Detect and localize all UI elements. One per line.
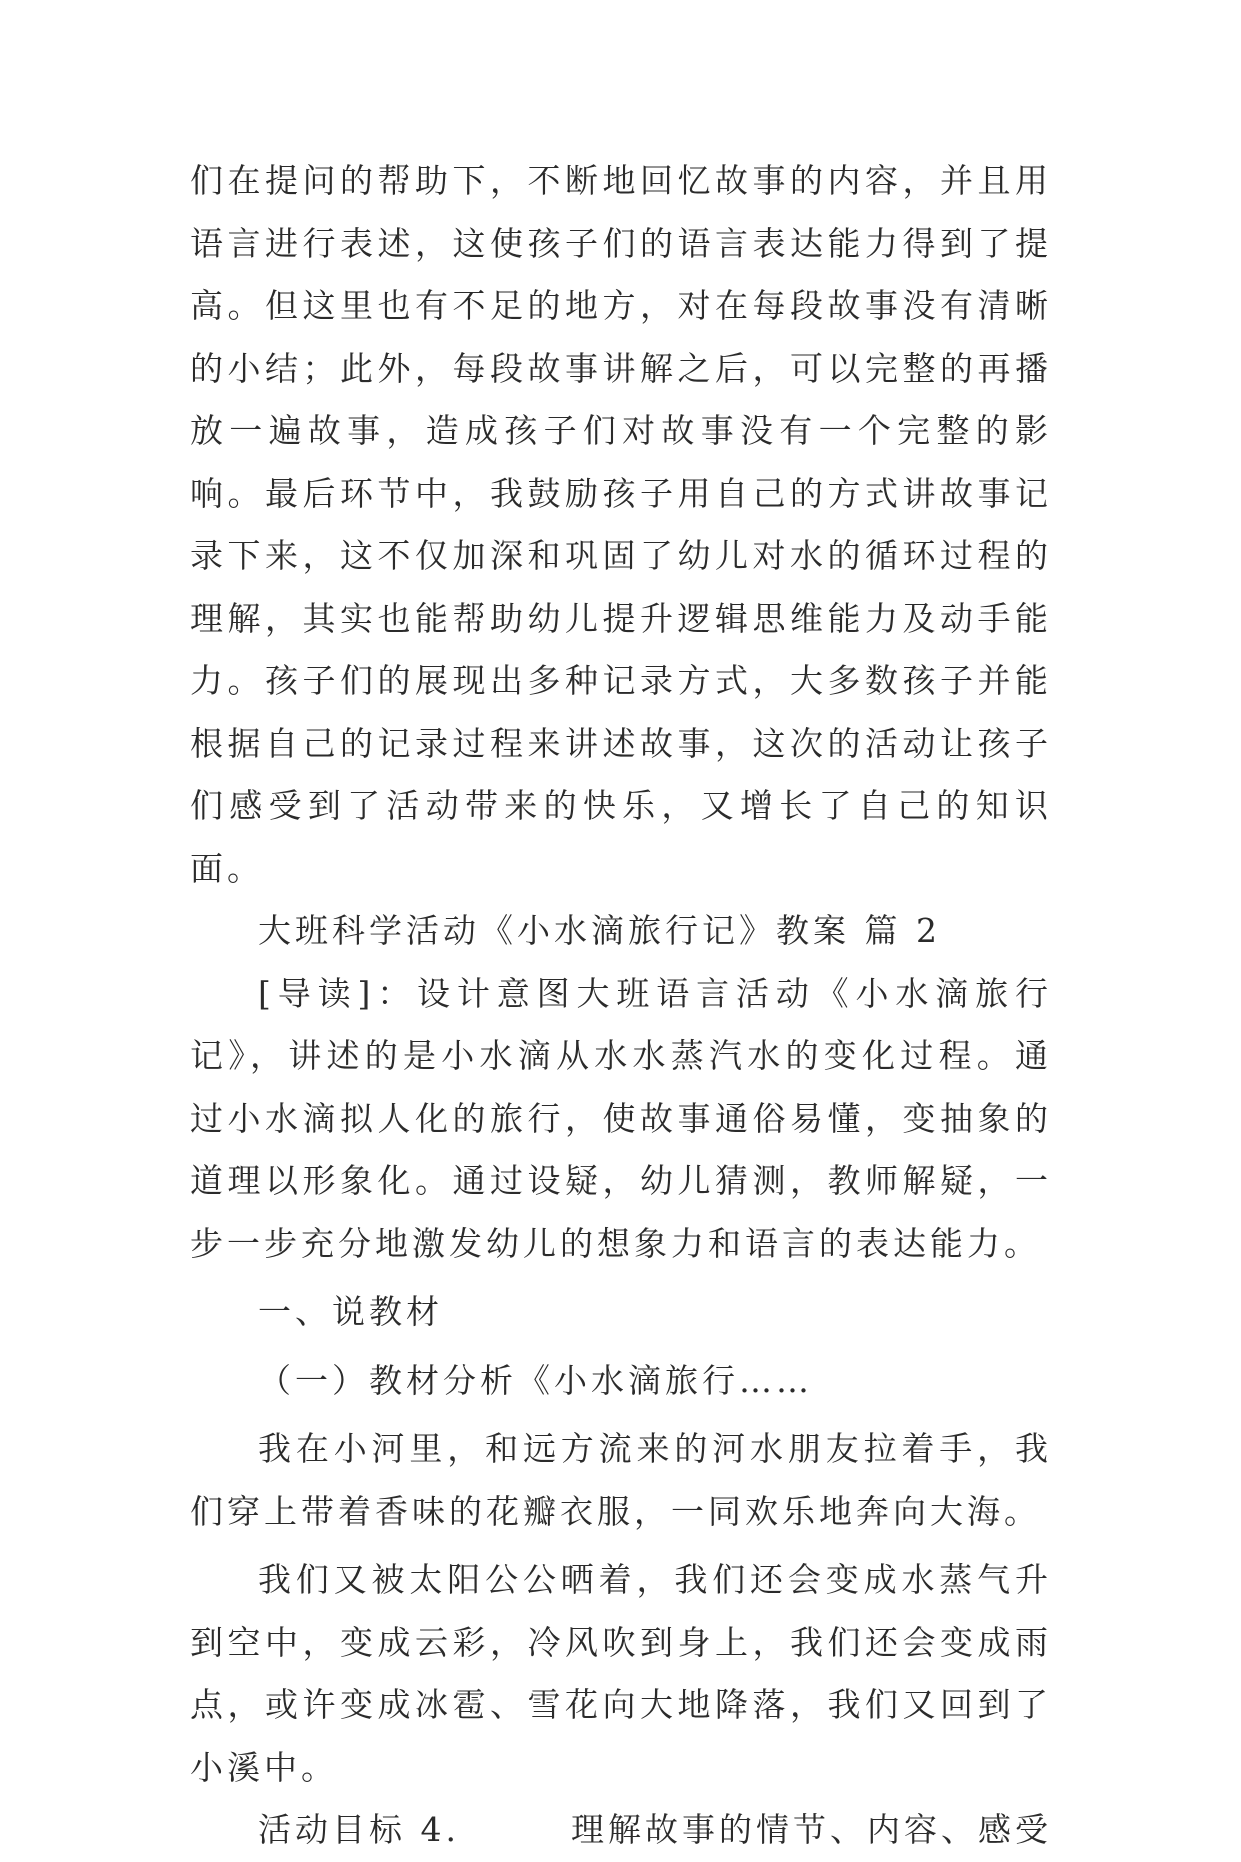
document-body xyxy=(190,150,1052,1862)
activity-goal-line xyxy=(190,1799,1052,1862)
activity-goal-text: 理解故事的情节、内容、感受 xyxy=(571,1810,1052,1849)
subsection-heading: （一）教材分析《小水滴旅行…… xyxy=(258,1360,813,1400)
paragraph-story-2: 我们又被太阳公公晒着，我们还会变成水蒸气升到空中，变成云彩，冷风吹到身上，我们还会变成雨点，或许变成冰雹、雪花向大地降落，我们又回到了小溪中。 xyxy=(190,1560,1052,1787)
activity-goal-label: 活动目标 4. xyxy=(258,1810,460,1849)
lesson-plan-title: 大班科学活动《小水滴旅行记》教案 篇 2 xyxy=(258,911,941,950)
paragraph-intro: [导读]：设计意图大班语言活动《小水滴旅行记》，讲述的是小水滴从水水蒸汽水的变化过程。通过小水滴拟人化的旅行，使故事通俗易懂，变抽象的道理以形象化。通过设疑，幼儿猜测，教师解疑，一步一步充分地激发幼儿的想象力和语言的表达能力。 xyxy=(190,973,1052,1263)
section-heading: 一、说教材 xyxy=(258,1292,443,1331)
paragraph-continuation: 们在提问的帮助下，不断地回忆故事的内容，并且用语言进行表述，这使孩子们的语言表达能力得到了提高。但这里也有不足的地方，对在每段故事没有清晰的小结；此外，每段故事讲解之后，可以完整的再播放一遍故事，造成孩子们对故事没有一个完整的影响。最后环节中，我鼓励孩子用自己的方式讲故事记录下来，这不仅加深和巩固了幼儿对水的循环过程的理解，其实也能帮助幼儿提升逻辑思维能力及动手能力。孩子们的展现出多种记录方式，大多数孩子并能根据自己的记录过程来讲述故事，这次的活动让孩子们感受到了活动带来的快乐，又增长了自己的知识面。 xyxy=(190,161,1052,888)
paragraph-story-1: 我在小河里，和远方流来的河水朋友拉着手，我们穿上带着香味的花瓣衣服，一同欢乐地奔向大海。 xyxy=(190,1429,1052,1531)
